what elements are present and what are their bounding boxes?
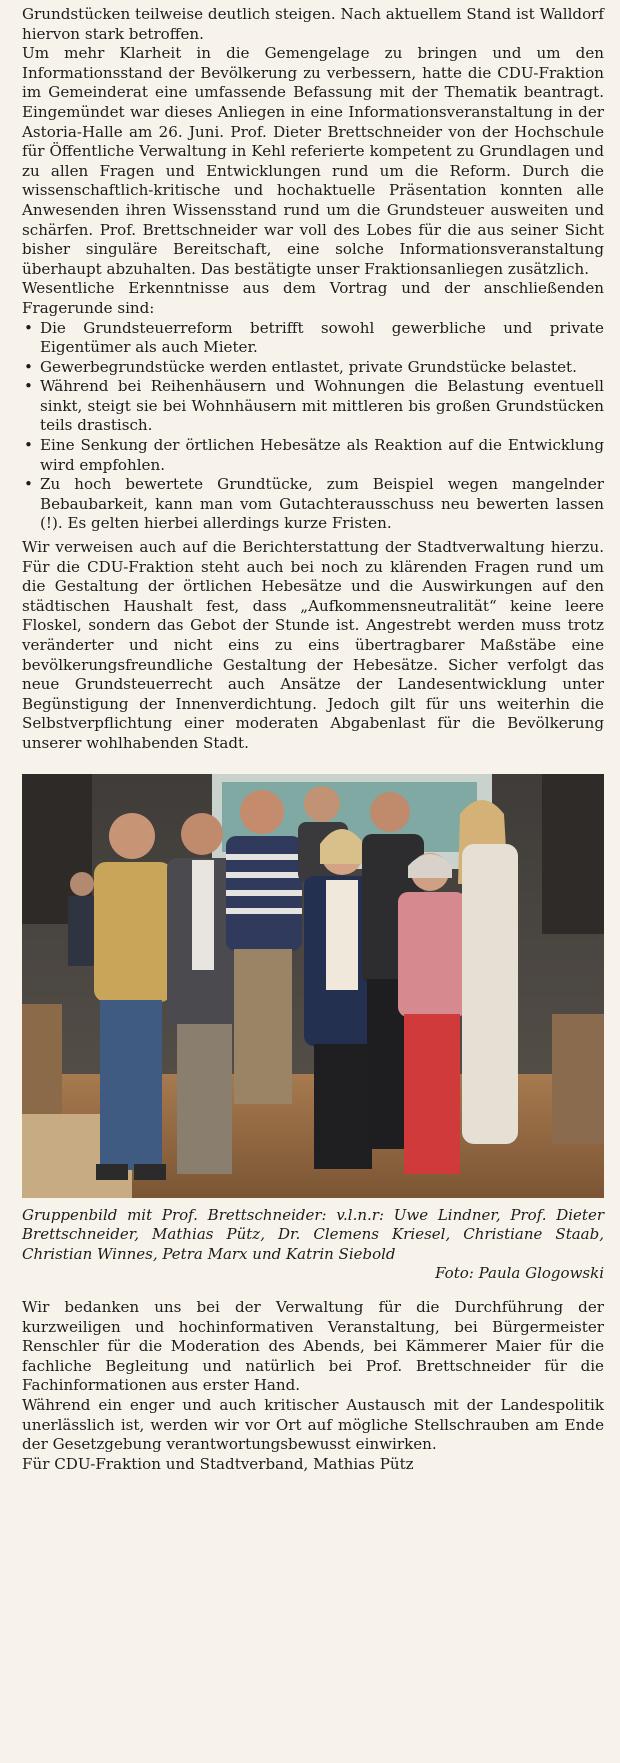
list-item: • Eine Senkung der örtlichen Hebesätze als Reaktion auf die Entwicklung wird empfohlen. (24, 436, 604, 474)
list-item: • Gewerbegrundstücke werden entlastet, private Grundstücke belastet. (24, 357, 577, 376)
bullet-icon: • (24, 377, 33, 396)
paragraph-findings-intro: Wesentliche Erkenntnisse aus dem Vortrag und der anschließenden Fragerunde sind: (22, 279, 604, 317)
bullet-icon: • (24, 475, 33, 494)
paragraph-thanks: Wir bedanken uns bei der Verwaltung für die Durchführung der kurzweiligen und hochinformativen Veranstaltung, bei Bürgermeister Renschler für die Moderation des Abends, bei Kämmerer Maier für die fachliche Begleitung und natürlich bei Prof. Brettschneider für die Fachinformationen aus erster Hand. (22, 1297, 604, 1395)
list-item: • Während bei Reihenhäusern und Wohnungen die Belastung eventuell sinkt, steigt sie bei Wohnhäusern mit mittleren bis großen Grundstücken teils drastisch. (24, 377, 604, 435)
paragraph-position: Wir verweisen auch auf die Berichterstattung der Stadtverwaltung hierzu. Für die CDU-Fraktion steht auch bei noch zu klärenden Fragen rund um die Gestaltung der örtlichen Hebesätze und die Auswirkungen auf den städtischen Haushalt fest, dass „Aufkommensneutralität“ keine leere Floskel, sondern das Gebot der Stunde ist. Angestrebt werden muss trotz veränderter und nicht eins zu eins übertragbarer Maßstäbe eine bevölkerungsfreundliche Gestaltung der Hebesätze. Sicher verfolgt das neue Grundsteuerrecht auch Ansätze der Landesentwicklung unter Begünstigung der Innenverdichtung. Jedoch gilt für uns weiterhin die Selbstverpflichtung einer moderaten Abgabenlast für die Bevölkerung unserer wohlhabenden Stadt. (22, 538, 604, 752)
intro-paragraph: Grundstücken teilweise deutlich steigen. Nach aktuellem Stand ist Walldorf hiervon stark betroffen. (22, 5, 604, 43)
bullet-icon: • (24, 436, 33, 455)
photo-credit: Foto: Paula Glogowski (435, 1264, 604, 1283)
signature: Für CDU-Fraktion und Stadtverband, Mathias Pütz (22, 1454, 414, 1473)
group-photo (22, 774, 604, 1198)
bullet-icon: • (24, 357, 33, 376)
bullet-icon: • (24, 318, 33, 337)
paragraph-outlook: Während ein enger und auch kritischer Austausch mit der Landespolitik unerlässlich ist, werden wir vor Ort auf mögliche Stellschrauben am Ende der Gesetzgebung verantwortungsbewusst einwirken. (22, 1395, 604, 1454)
paragraph-event: Um mehr Klarheit in die Gemengelage zu bringen und um den Informationsstand der Bevölkerung zu verbessern, hatte die CDU-Fraktion im Gemeinderat eine umfassende Befassung mit der Thematik beantragt. Eingemündet war dieses Anliegen in eine Informationsveranstaltung in der Astoria-Halle am 26. Juni. Prof. Dieter Brettschneider von der Hochschule für Öffentliche Verwaltung in Kehl referierte kompetent zu Grundlagen und zu allen Fragen und Entwicklungen rund um die Reform. Durch die wissenschaftlich-kritische und hochaktuelle Präsentation konnten alle Anwesenden ihren Wissensstand rund um die Grundsteuer ausweiten und schärfen. Prof. Brettschneider war voll des Lobes für die aus seiner Sicht bisher singuläre Bereitschaft, eine solche Informationsveranstaltung überhaupt abzuhalten. Das bestätigte unser Fraktionsanliegen zusätzlich. (22, 44, 604, 278)
list-item: • Zu hoch bewertete Grundtücke, zum Beispiel wegen mangelnder Bebaubarkeit, kann man vom Gutachterausschuss neu bewerten lassen (!). Es gelten hierbei allerdings kurze Fristen. (24, 475, 604, 533)
findings-list (22, 319, 604, 535)
photo-caption: Gruppenbild mit Prof. Brettschneider: v.l.n.r: Uwe Lindner, Prof. Dieter Brettschneider, Mathias Pütz, Dr. Clemens Kriesel, Christiane Staab, Christian Winnes, Petra Marx und Katrin Siebold (22, 1205, 604, 1263)
list-item: • Die Grundsteuerreform betrifft sowohl gewerbliche und private Eigentümer als auch Mieter. (24, 318, 604, 357)
